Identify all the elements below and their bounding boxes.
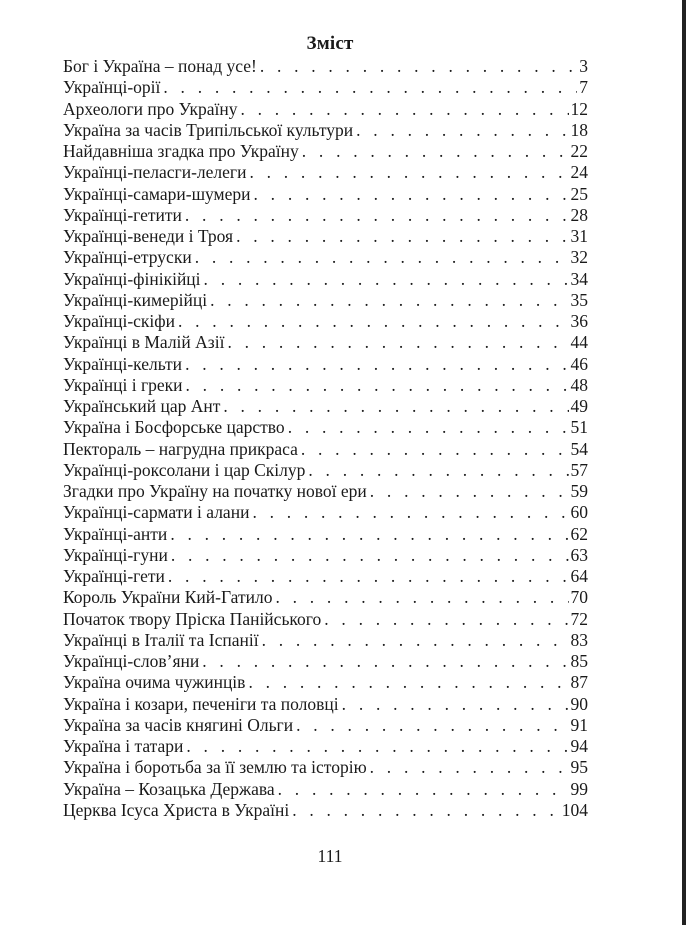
toc-entry-title: Україна очима чужинців <box>63 672 246 693</box>
toc-entry-title: Україна за часів Трипільської культури <box>63 119 354 140</box>
toc-entry[interactable] <box>63 502 588 523</box>
toc-entry-page: 25 <box>570 183 588 204</box>
dot-leader <box>163 77 577 98</box>
dot-leader <box>227 332 568 353</box>
toc-entry-title: Українці-гуни <box>63 544 168 565</box>
toc-entry-page: 85 <box>570 651 588 671</box>
dot-leader <box>185 354 568 375</box>
toc-entry-page: 3 <box>579 56 588 76</box>
toc-entry[interactable] <box>63 439 588 460</box>
toc-entry[interactable] <box>63 524 588 545</box>
toc-entry-title: Українці-гетити <box>63 204 182 225</box>
toc-entry[interactable] <box>63 736 588 757</box>
toc-entry[interactable] <box>63 205 588 226</box>
toc-entry-title: Пектораль – нагрудна прикраса <box>63 438 298 459</box>
toc-entry[interactable] <box>63 587 588 608</box>
toc-entry-title: Українці-кимерійці <box>63 289 208 310</box>
toc-entry-page: 44 <box>570 332 588 353</box>
toc-entry-title: Церква Ісуса Христа в Україні <box>63 799 290 820</box>
dot-leader <box>170 524 568 545</box>
toc-entry-page: 95 <box>570 757 588 778</box>
toc-entry-title: Українці-фінікійці <box>63 268 201 289</box>
dot-leader <box>223 396 568 417</box>
page-edge-divider <box>682 0 686 925</box>
toc-entry[interactable] <box>63 779 588 800</box>
toc-entry-page: 70 <box>570 587 588 608</box>
toc-entry-title: Українці-анти <box>63 523 168 544</box>
toc-entry-page: 72 <box>570 608 588 629</box>
dot-leader <box>302 141 569 162</box>
dot-leader <box>254 184 569 205</box>
toc-entry-page: 83 <box>570 629 588 650</box>
dot-leader <box>370 757 569 778</box>
dot-leader <box>356 120 568 141</box>
toc-entry-page: 49 <box>570 396 588 416</box>
toc-entry-page: 32 <box>570 247 588 268</box>
toc-entry-page: 31 <box>570 226 588 246</box>
table-of-contents <box>63 56 588 821</box>
toc-entry-page: 94 <box>570 736 588 756</box>
toc-entry-title: Українці в Малій Азії <box>63 332 225 353</box>
toc-entry[interactable] <box>63 651 588 672</box>
toc-entry-title: Україна за часів княгині Ольги <box>63 714 294 735</box>
toc-entry-page: 46 <box>570 353 588 374</box>
toc-entry-title: Українці і греки <box>63 374 183 395</box>
toc-entry-page: 24 <box>570 162 588 183</box>
toc-entry[interactable] <box>63 290 588 311</box>
toc-entry-title: Українці-етруски <box>63 247 192 268</box>
toc-entry[interactable] <box>63 332 588 353</box>
toc-entry[interactable] <box>63 162 588 183</box>
dot-leader <box>171 545 569 566</box>
dot-leader <box>370 481 569 502</box>
toc-entry[interactable] <box>63 609 588 630</box>
toc-entry[interactable] <box>63 184 588 205</box>
toc-entry-page: 63 <box>570 544 588 565</box>
dot-leader <box>260 56 577 77</box>
toc-entry-page: 99 <box>570 778 588 799</box>
toc-entry-page: 62 <box>570 523 588 544</box>
toc-entry-title: Українці-гети <box>63 566 165 586</box>
toc-entry-page: 7 <box>579 77 588 98</box>
toc-entry[interactable] <box>63 800 588 821</box>
dot-leader <box>186 736 568 757</box>
toc-entry[interactable] <box>63 715 588 736</box>
dot-leader <box>262 630 569 651</box>
dot-leader <box>195 247 569 268</box>
toc-entry-page: 104 <box>561 799 588 820</box>
toc-entry-title: Король України Кий-Гатило <box>63 587 273 608</box>
dot-leader <box>204 269 569 290</box>
dot-leader <box>178 311 569 332</box>
toc-entry[interactable] <box>63 269 588 290</box>
toc-entry[interactable] <box>63 417 588 438</box>
toc-entry[interactable] <box>63 694 588 715</box>
toc-entry-page: 28 <box>570 204 588 225</box>
toc-entry[interactable] <box>63 56 588 77</box>
dot-leader <box>168 566 569 587</box>
toc-entry-title: Археологи про Україну <box>63 98 238 119</box>
toc-entry[interactable] <box>63 566 588 587</box>
toc-entry-title: Українці-орії <box>63 77 161 98</box>
dot-leader <box>275 587 568 608</box>
toc-entry-page: 60 <box>570 502 588 523</box>
dot-leader <box>185 205 569 226</box>
dot-leader <box>296 715 568 736</box>
dot-leader <box>202 651 568 672</box>
toc-entry-title: Україна і козари, печеніги та половці <box>63 693 339 714</box>
toc-entry[interactable] <box>63 247 588 268</box>
toc-entry-title: Згадки про Україну на початку нової ери <box>63 481 367 501</box>
toc-entry-title: Українці-роксолани і цар Скілур <box>63 459 306 480</box>
dot-leader <box>301 439 569 460</box>
dot-leader <box>248 672 568 693</box>
toc-entry-title: Українці-сармати і алани <box>63 502 250 523</box>
toc-entry-title: Україна і боротьба за її землю та історію <box>63 757 367 778</box>
dot-leader <box>186 375 569 396</box>
toc-entry-page: 59 <box>570 481 588 501</box>
toc-entry-page: 48 <box>570 374 588 395</box>
dot-leader <box>342 694 569 715</box>
toc-entry-page: 51 <box>570 417 588 438</box>
toc-entry-page: 57 <box>570 459 588 480</box>
toc-entry-page: 22 <box>570 141 588 161</box>
toc-entry-page: 91 <box>570 714 588 735</box>
toc-entry-title: Україна – Козацька Держава <box>63 778 275 799</box>
toc-entry-title: Українці-самари-шумери <box>63 183 251 204</box>
toc-entry-page: 18 <box>570 119 588 140</box>
toc-entry-page: 36 <box>570 311 588 331</box>
toc-entry-page: 90 <box>570 693 588 714</box>
toc-entry[interactable] <box>63 226 588 247</box>
toc-entry[interactable] <box>63 99 588 120</box>
toc-entry-title: Початок твору Пріска Панійського <box>63 608 322 629</box>
toc-entry[interactable] <box>63 311 588 332</box>
toc-entry-title: Найдавніша згадка про Україну <box>63 141 299 161</box>
toc-entry-title: Українці-слов’яни <box>63 651 200 671</box>
toc-entry[interactable] <box>63 141 588 162</box>
toc-entry-page: 64 <box>570 566 588 586</box>
dot-leader <box>288 417 569 438</box>
toc-entry[interactable] <box>63 375 588 396</box>
toc-entry[interactable] <box>63 630 588 651</box>
toc-entry[interactable] <box>63 757 588 778</box>
dot-leader <box>308 460 568 481</box>
toc-entry[interactable] <box>63 77 588 98</box>
toc-entry-page: 35 <box>570 289 588 310</box>
toc-entry-title: Україна і Босфорське царство <box>63 417 285 438</box>
toc-entry[interactable] <box>63 481 588 502</box>
toc-entry[interactable] <box>63 120 588 141</box>
toc-entry-page: 34 <box>570 268 588 289</box>
toc-entry-title: Українці в Італії та Іспанії <box>63 629 259 650</box>
toc-entry-page: 54 <box>570 438 588 459</box>
toc-entry-title: Українці-скіфи <box>63 311 175 331</box>
toc-entry[interactable] <box>63 672 588 693</box>
dot-leader <box>249 162 568 183</box>
toc-entry-title: Український цар Ант <box>63 396 221 416</box>
dot-leader <box>210 290 568 311</box>
toc-entry-title: Українці-венеди і Троя <box>63 226 234 246</box>
page-number: 111 <box>317 846 343 866</box>
dot-leader <box>292 800 560 821</box>
dot-leader <box>252 502 568 523</box>
toc-entry[interactable] <box>63 460 588 481</box>
dot-leader <box>240 99 568 120</box>
toc-entry-page: 87 <box>570 672 588 693</box>
page-title: Зміст <box>306 33 354 54</box>
toc-entry-title: Україна і татари <box>63 736 184 756</box>
toc-entry-title: Бог і Україна – понад усе! <box>63 56 257 76</box>
dot-leader <box>278 779 569 800</box>
dot-leader <box>236 226 568 247</box>
toc-entry[interactable] <box>63 545 588 566</box>
toc-entry-title: Українці-кельти <box>63 353 183 374</box>
toc-entry-page: 12 <box>570 98 588 119</box>
dot-leader <box>324 609 568 630</box>
toc-entry[interactable] <box>63 354 588 375</box>
toc-entry[interactable] <box>63 396 588 417</box>
toc-entry-title: Українці-пеласги-лелеги <box>63 162 247 183</box>
